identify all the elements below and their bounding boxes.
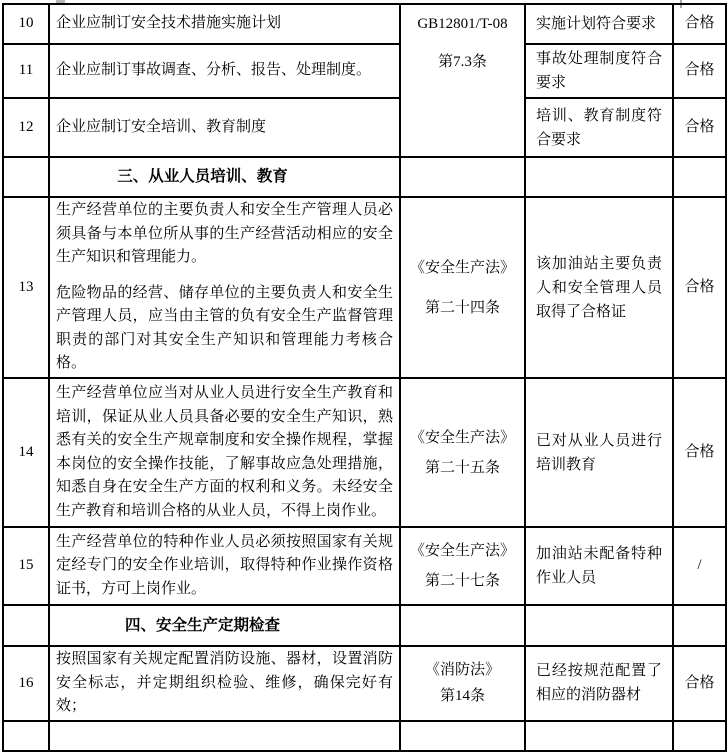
partial-basis-cell[interactable] <box>400 721 525 751</box>
r13-basis-cell[interactable] <box>400 197 525 378</box>
table-row-10 <box>3 4 726 44</box>
r13-number-cell[interactable] <box>3 197 49 378</box>
r13-number: 13 <box>18 278 34 295</box>
r13-item-paragraph-2: 危险物品的经营、储存单位的主要负责人和安全生产管理人员，应当由主管的负有安全生产监督管理职责的部门对其安全生产知识和管理能力考核合格。 <box>56 284 393 372</box>
r13-finding-cell[interactable] <box>525 197 673 378</box>
section3-header-cell[interactable] <box>49 157 400 197</box>
r14-item-cell[interactable] <box>49 378 400 527</box>
section4-header-cell[interactable] <box>49 605 400 646</box>
r16-basis-cell[interactable] <box>400 646 525 721</box>
partial-item-cell[interactable] <box>49 721 400 751</box>
section4-number-cell[interactable] <box>3 605 49 646</box>
r15-result-text: / <box>697 557 702 574</box>
r16-number: 16 <box>18 674 34 691</box>
r11-finding-text: 事故处理制度符合要求 <box>536 51 662 91</box>
inspection-table <box>2 3 727 752</box>
r14-number: 14 <box>18 443 34 460</box>
section4-basis-cell[interactable] <box>400 605 525 646</box>
r12-number: 12 <box>18 118 34 135</box>
section3-finding-cell[interactable] <box>525 157 673 197</box>
r14-finding-cell[interactable] <box>525 378 673 527</box>
r15-basis-cell[interactable] <box>400 527 525 605</box>
section4-finding-cell[interactable] <box>525 605 673 646</box>
section3-title: 三、从业人员培训、教育 <box>117 168 288 186</box>
section3-basis-cell[interactable] <box>400 157 525 197</box>
section4-result-cell[interactable] <box>673 605 726 646</box>
r13-basis-article: 第二十四条 <box>424 299 500 316</box>
r12-item-text: 企业应制订安全培训、教育制度 <box>56 118 267 135</box>
section4-title: 四、安全生产定期检查 <box>124 616 280 634</box>
r10-number: 10 <box>18 15 34 32</box>
r10-item-text: 企业应制订安全技术措施实施计划 <box>56 15 282 32</box>
table-row-13 <box>3 197 726 378</box>
r11-result-cell[interactable] <box>673 44 726 98</box>
r15-item-text: 生产经营单位的特种作业人员必须按照国家有关规定经专门的安全作业培训，取得特种作业操作资格证书，方可上岗作业。 <box>56 533 393 597</box>
r12-result-text: 合格 <box>684 118 715 135</box>
basis-clause: 第7.3条 <box>438 54 487 70</box>
table-row-12 <box>3 98 726 157</box>
table-row-16 <box>3 646 726 721</box>
r13-result-text: 合格 <box>684 278 715 295</box>
r10-finding-text: 实施计划符合要求 <box>536 16 657 32</box>
r16-basis-article: 第14条 <box>439 688 485 705</box>
r15-number-cell[interactable] <box>3 527 49 605</box>
r11-item-cell[interactable] <box>49 44 400 98</box>
r16-number-cell[interactable] <box>3 646 49 721</box>
partial-number-cell[interactable] <box>3 721 49 751</box>
r12-item-cell[interactable] <box>49 98 400 157</box>
table-row-11 <box>3 44 726 98</box>
r12-finding-text: 培训、教育制度符合要求 <box>536 107 662 148</box>
r11-result-text: 合格 <box>684 62 715 79</box>
table-row-partial <box>3 721 726 751</box>
r13-basis-law: 《安全生产法》 <box>409 259 515 276</box>
r14-basis-cell[interactable] <box>400 378 525 527</box>
partial-result-cell[interactable] <box>673 721 726 751</box>
r13-finding-text: 该加油站主要负责人和安全管理人员取得了合格证 <box>536 255 662 320</box>
r11-finding-cell[interactable] <box>525 44 673 98</box>
r16-item-text: 按照国家有关规定配置消防设施、器材，设置消防安全标志，并定期组织检验、维修，确保完好有效； <box>56 651 393 714</box>
section-row-3 <box>3 157 726 197</box>
table-row-15 <box>3 527 726 605</box>
r14-basis-law: 《安全生产法》 <box>409 429 515 446</box>
r13-item-paragraph-1: 生产经营单位的主要负责人和安全生产管理人员必须具备与本单位所从事的生产经营活动相应的安全生产知识和管理能力。 <box>56 202 393 266</box>
r15-basis-law: 《安全生产法》 <box>409 543 515 559</box>
r14-basis-article: 第二十五条 <box>424 459 500 476</box>
r14-item-text: 生产经营单位应当对从业人员进行安全生产教育和培训，保证从业人员具备必要的安全生产知识，熟悉有关的安全生产规章制度和安全操作规程，掌握本岗位的安全操作技能，了解事故应急处理措施，知悉自身在安全生产方面的权利和义务。未经安全生产教育和培训合格的从业人员，不得上岗作业。 <box>56 385 393 519</box>
r11-item-text: 企业应制订事故调查、分析、报告、处理制度。 <box>56 62 372 79</box>
r10-item-cell[interactable] <box>49 4 400 44</box>
r15-finding-text: 加油站未配备特种作业人员 <box>536 546 662 586</box>
r15-finding-cell[interactable] <box>525 527 673 605</box>
r11-number-cell[interactable] <box>3 44 49 98</box>
r16-item-cell[interactable] <box>49 646 400 721</box>
basis-standard-code: GB12801/T-08 <box>417 16 508 32</box>
r14-finding-text: 已对从业人员进行培训教育 <box>536 432 662 473</box>
r15-result-cell[interactable] <box>673 527 726 605</box>
r10-number-cell[interactable] <box>3 4 49 44</box>
r16-finding-cell[interactable] <box>525 646 673 721</box>
partial-finding-cell[interactable] <box>525 721 673 751</box>
r15-item-cell[interactable] <box>49 527 400 605</box>
r14-result-cell[interactable] <box>673 378 726 527</box>
r10-finding-cell[interactable] <box>525 4 673 44</box>
r16-basis-law: 《消防法》 <box>424 662 500 679</box>
r11-number: 11 <box>18 62 34 79</box>
r14-result-text: 合格 <box>684 443 715 460</box>
r12-result-cell[interactable] <box>673 98 726 157</box>
r16-result-text: 合格 <box>684 674 715 691</box>
section-row-4 <box>3 605 726 646</box>
table-row-14 <box>3 378 726 527</box>
r13-item-cell[interactable] <box>49 197 400 378</box>
r10-result-cell[interactable] <box>673 4 726 44</box>
r16-finding-text: 已经按规范配置了相应的消防器材 <box>536 663 662 704</box>
r16-result-cell[interactable] <box>673 646 726 721</box>
basis-cell-rows-10-12[interactable] <box>400 4 525 157</box>
r12-finding-cell[interactable] <box>525 98 673 157</box>
r10-result-text: 合格 <box>684 15 715 32</box>
r15-basis-article: 第二十七条 <box>424 573 500 589</box>
r12-number-cell[interactable] <box>3 98 49 157</box>
section3-result-cell[interactable] <box>673 157 726 197</box>
r14-number-cell[interactable] <box>3 378 49 527</box>
section3-number-cell[interactable] <box>3 157 49 197</box>
r15-number: 15 <box>18 557 34 574</box>
r13-result-cell[interactable] <box>673 197 726 378</box>
